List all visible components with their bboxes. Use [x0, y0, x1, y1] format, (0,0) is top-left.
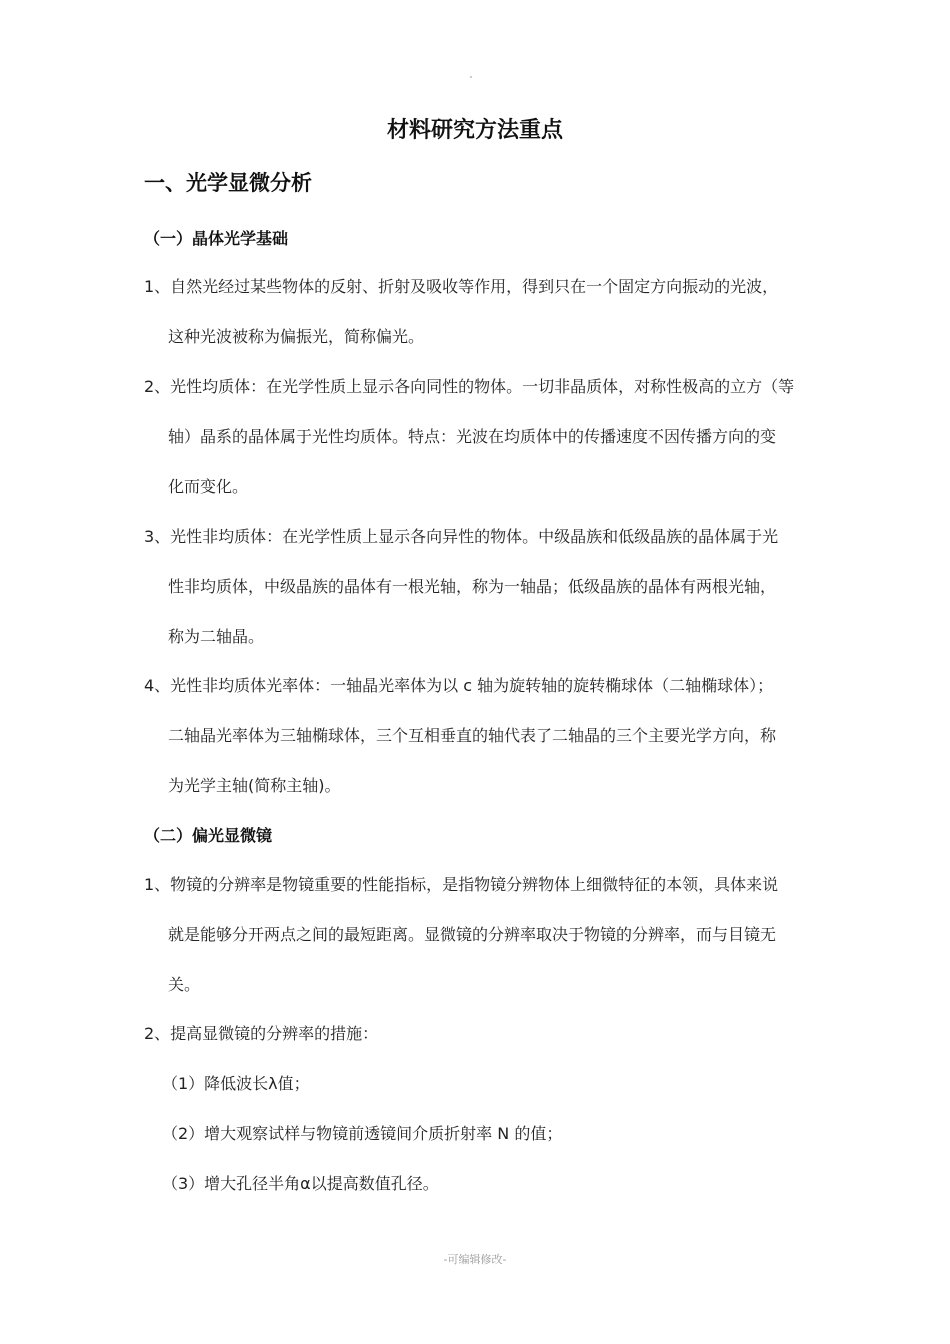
document-title: 材料研究方法重点 [386, 118, 563, 143]
paragraph-line: 就是能够分开两点之间的最短距离。显微镜的分辨率取决于物镜的分辨率，而与目镜无 [168, 925, 777, 944]
measure-item: （2）增大观察试样与物镜前透镜间介质折射率 N 的值； [162, 1124, 563, 1143]
paragraph-line: 轴）晶系的晶体属于光性均质体。特点：光波在均质体中的传播速度不因传播方向的变 [168, 427, 777, 446]
subsection-heading: （二）偏光显微镜 [144, 826, 273, 845]
subsection-heading: （一）晶体光学基础 [144, 229, 289, 248]
paragraph-line: 二轴晶光率体为三轴椭球体，三个互相垂直的轴代表了二轴晶的三个主要光学方向，称 [168, 726, 777, 745]
paragraph-line: 2、光性均质体：在光学性质上显示各向同性的物体。一切非晶质体，对称性极高的立方（等 [144, 377, 795, 396]
paragraph-line: 4、光性非均质体光率体：一轴晶光率体为以 c 轴为旋转轴的旋转椭球体（二轴椭球体）； [144, 676, 774, 695]
paragraph-line: 化而变化。 [168, 477, 249, 496]
paragraph-line: 1、物镜的分辨率是物镜重要的性能指标，是指物镜分辨物体上细微特征的本领，具体来说 [144, 875, 779, 894]
paragraph-line: 3、光性非均质体：在光学性质上显示各向异性的物体。中级晶族和低级晶族的晶体属于光 [144, 527, 779, 546]
section-heading: 一、光学显微分析 [144, 171, 312, 195]
measure-item: （3）增大孔径半角α以提高数值孔径。 [162, 1174, 439, 1193]
page-footer: -可编辑修改- [443, 1253, 507, 1266]
paragraph-line: 关。 [168, 975, 201, 994]
paragraph-line: 2、提高显微镜的分辨率的措施： [144, 1024, 379, 1043]
paragraph-line: 称为二轴晶。 [168, 627, 265, 646]
paragraph-line: 1、自然光经过某些物体的反射、折射及吸收等作用，得到只在一个固定方向振动的光波， [144, 277, 779, 296]
paragraph-line: 这种光波被称为偏振光，简称偏光。 [168, 327, 425, 346]
paragraph-line: 性非均质体，中级晶族的晶体有一根光轴，称为一轴晶；低级晶族的晶体有两根光轴， [168, 577, 777, 596]
paragraph-line: 为光学主轴(简称主轴)。 [168, 776, 341, 795]
measure-item: （1）降低波长λ值； [162, 1074, 310, 1093]
header-dot [470, 76, 472, 78]
